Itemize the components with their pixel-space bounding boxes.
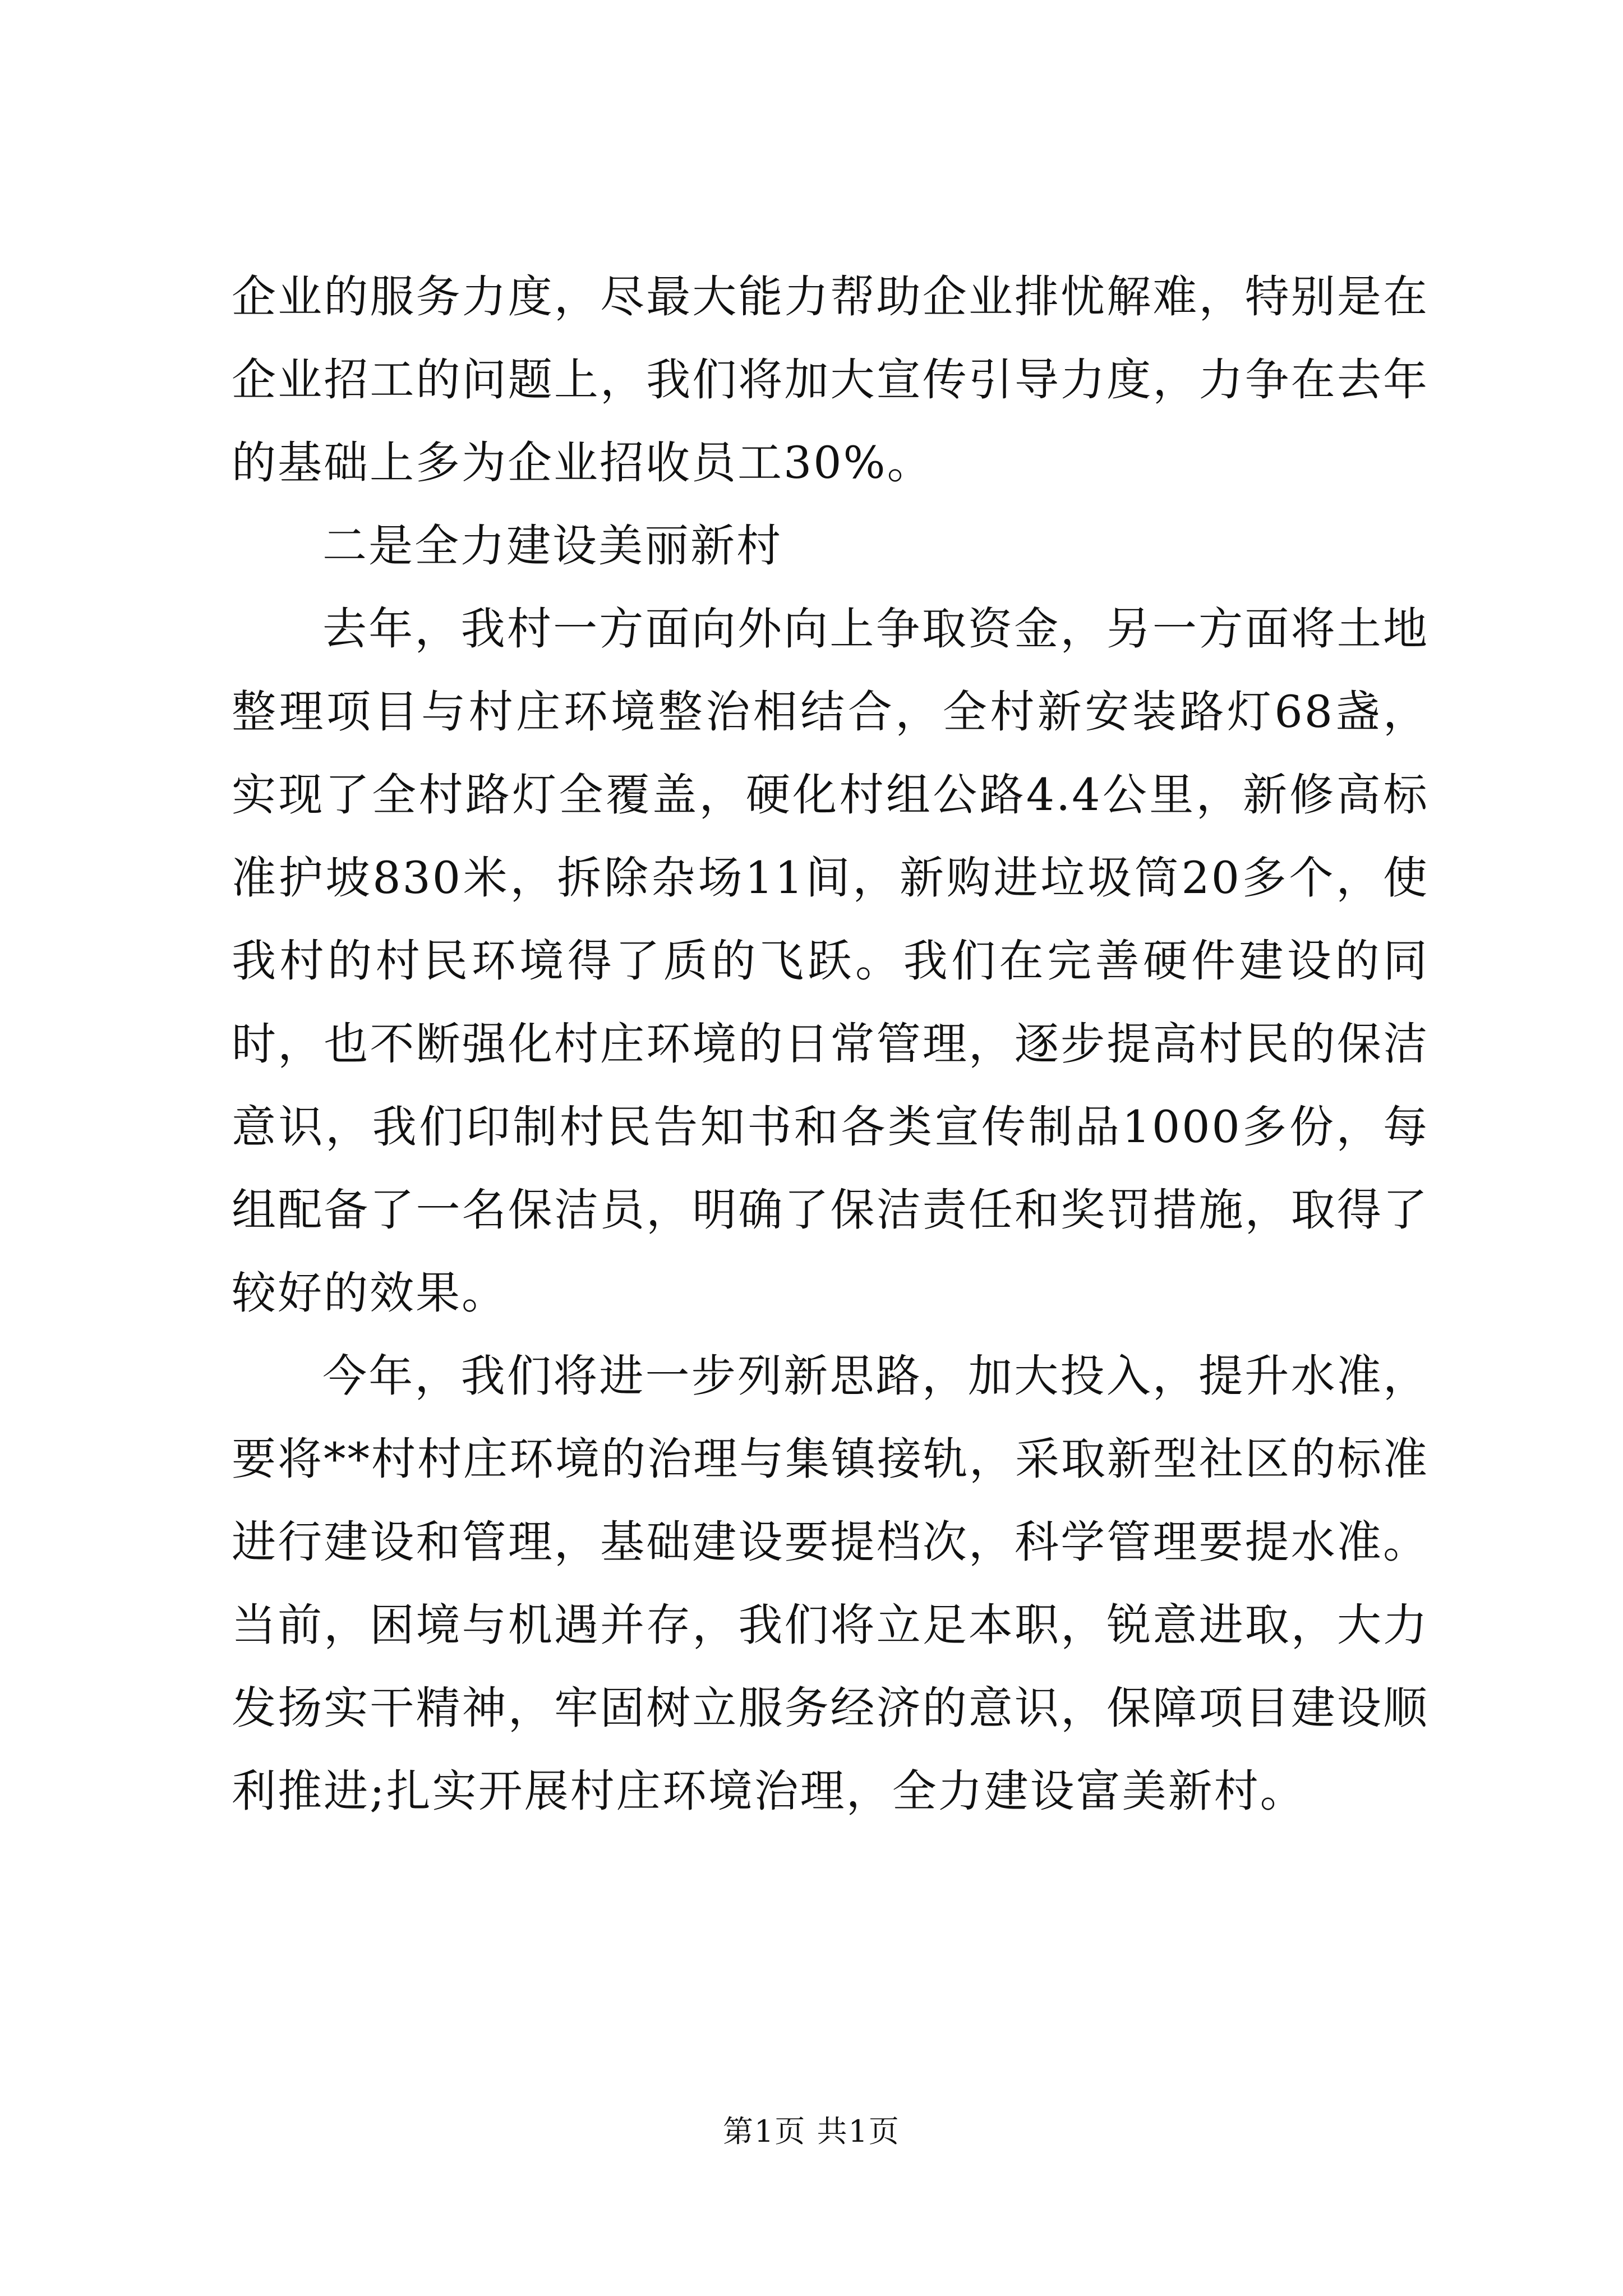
document-body (232, 255, 1429, 1833)
page-footer: 第1页 共1页 (723, 2114, 900, 2149)
paragraph-last-year: 去年，我村一方面向外向上争取资金，另一方面将土地整理项目与村庄环境整治相结合，全村新安装路灯68盏，实现了全村路灯全覆盖，硬化村组公路4.4公里，新修高标准护坡830米，拆除杂场11间，新购进垃圾筒20多个，使我村的村民环境得了质的飞跃。我们在完善硬件建设的同时，也不断强化村庄环境的日常管理，逐步提高村民的保洁意识，我们印制村民告知书和各类宣传制品1000多份，每组配备了一名保洁员，明确了保洁责任和奖罚措施，取得了较好的效果。 (232, 603, 1429, 1319)
paragraph-this-year: 今年，我们将进一步列新思路，加大投入，提升水准，要将**村村庄环境的治理与集镇接轨，采取新型社区的标准进行建设和管理，基础建设要提档次，科学管理要提水准。当前，困境与机遇并存，我们将立足本职，锐意进取，大力发扬实干精神，牢固树立服务经济的意识，保障项目建设顺利推进;扎实开展村庄环境治理，全力建设富美新村。 (232, 1350, 1429, 1817)
paragraph-continuation: 企业的服务力度，尽最大能力帮助企业排忧解难，特别是在企业招工的问题上，我们将加大宣传引导力度，力争在去年的基础上多为企业招收员工30%。 (232, 271, 1429, 489)
section-heading: 二是全力建设美丽新村 (322, 520, 782, 572)
